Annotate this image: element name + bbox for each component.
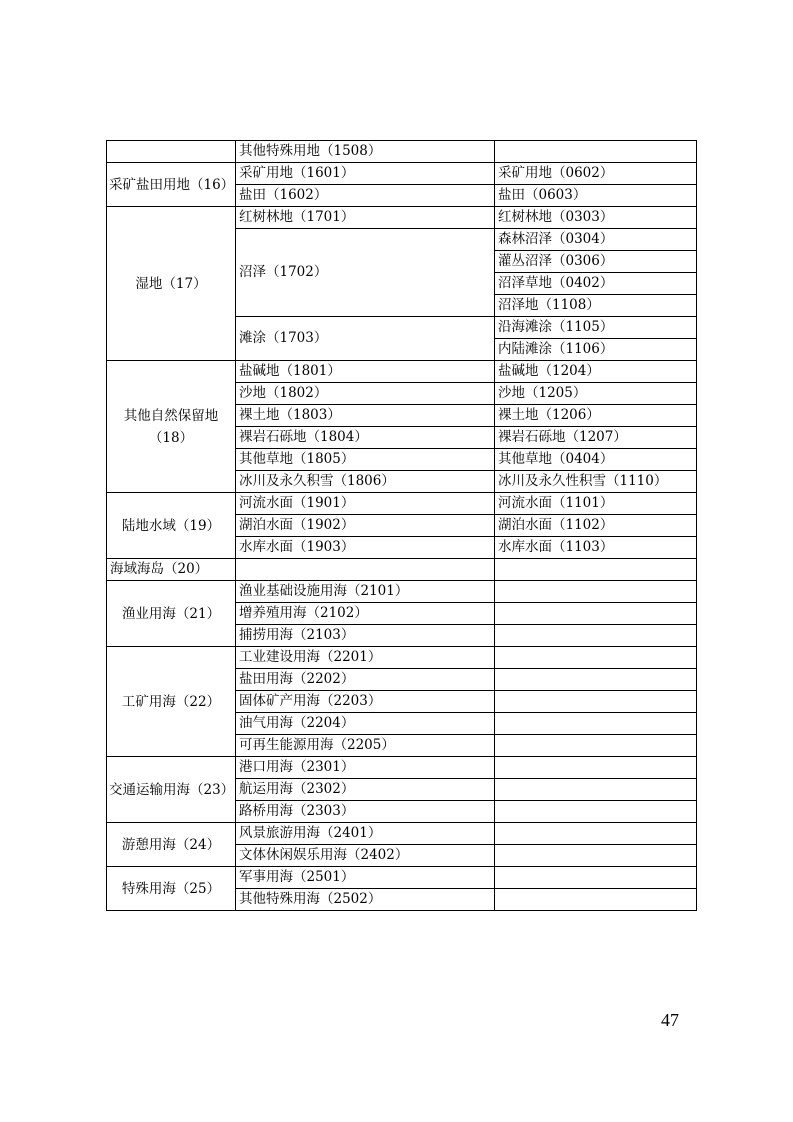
subcategory-cell: 盐田用海（2202） (236, 669, 495, 691)
subcategory-cell: 湖泊水面（1902） (236, 515, 495, 537)
old-class-cell: 裸土地（1206） (495, 405, 697, 427)
table-row (107, 647, 697, 669)
table-row (107, 361, 697, 383)
subcategory-cell: 航运用海（2302） (236, 779, 495, 801)
category-cell: 其他自然保留地（18） (107, 361, 236, 493)
table-row (107, 581, 697, 603)
subcategory-cell: 捕捞用海（2103） (236, 625, 495, 647)
subcategory-cell: 军事用海（2501） (236, 867, 495, 889)
old-class-cell: 沼泽地（1108） (495, 295, 697, 317)
old-class-cell (495, 801, 697, 823)
table-row (107, 559, 697, 581)
old-class-cell (495, 603, 697, 625)
subcategory-cell: 路桥用海（2303） (236, 801, 495, 823)
old-class-cell: 裸岩石砾地（1207） (495, 427, 697, 449)
table-row (107, 163, 697, 185)
old-class-cell: 盐田（0603） (495, 185, 697, 207)
subcategory-cell: 渔业基础设施用海（2101） (236, 581, 495, 603)
subcategory-cell: 其他草地（1805） (236, 449, 495, 471)
subcategory-cell: 水库水面（1903） (236, 537, 495, 559)
subcategory-cell: 裸土地（1803） (236, 405, 495, 427)
old-class-cell (495, 669, 697, 691)
old-class-cell: 内陆滩涂（1106） (495, 339, 697, 361)
subcategory-cell: 盐田（1602） (236, 185, 495, 207)
subcategory-cell: 风景旅游用海（2401） (236, 823, 495, 845)
category-cell: 海域海岛（20） (107, 559, 236, 581)
old-class-cell (495, 735, 697, 757)
table-row (107, 141, 697, 163)
old-class-cell (495, 625, 697, 647)
subcategory-cell: 工业建设用海（2201） (236, 647, 495, 669)
subcategory-cell: 滩涂（1703） (236, 317, 495, 361)
subcategory-cell: 冰川及永久积雪（1806） (236, 471, 495, 493)
subcategory-cell: 可再生能源用海（2205） (236, 735, 495, 757)
old-class-cell: 森林沼泽（0304） (495, 229, 697, 251)
old-class-cell (495, 141, 697, 163)
old-class-cell (495, 713, 697, 735)
subcategory-cell: 沙地（1802） (236, 383, 495, 405)
subcategory-cell: 油气用海（2204） (236, 713, 495, 735)
land-use-classification-table (106, 140, 697, 911)
old-class-cell (495, 691, 697, 713)
old-class-cell (495, 559, 697, 581)
old-class-cell: 湖泊水面（1102） (495, 515, 697, 537)
subcategory-cell: 港口用海（2301） (236, 757, 495, 779)
subcategory-cell: 其他特殊用海（2502） (236, 889, 495, 911)
subcategory-cell (236, 559, 495, 581)
subcategory-cell: 河流水面（1901） (236, 493, 495, 515)
subcategory-cell: 其他特殊用地（1508） (236, 141, 495, 163)
old-class-cell: 采矿用地（0602） (495, 163, 697, 185)
table-row (107, 823, 697, 845)
category-cell: 采矿盐田用地（16） (107, 163, 236, 207)
table-row (107, 867, 697, 889)
page-number: 47 (661, 1010, 679, 1030)
old-class-cell: 其他草地（0404） (495, 449, 697, 471)
old-class-cell (495, 581, 697, 603)
category-cell: 陆地水域（19） (107, 493, 236, 559)
category-cell: 特殊用海（25） (107, 867, 236, 911)
old-class-cell: 河流水面（1101） (495, 493, 697, 515)
old-class-cell: 沙地（1205） (495, 383, 697, 405)
old-class-cell: 冰川及永久性积雪（1110） (495, 471, 697, 493)
old-class-cell (495, 757, 697, 779)
subcategory-cell: 文体休闲娱乐用海（2402） (236, 845, 495, 867)
category-cell: 湿地（17） (107, 207, 236, 361)
old-class-cell (495, 867, 697, 889)
category-cell (107, 141, 236, 163)
category-cell: 交通运输用海（23） (107, 757, 236, 823)
subcategory-cell: 采矿用地（1601） (236, 163, 495, 185)
subcategory-cell: 固体矿产用海（2203） (236, 691, 495, 713)
old-class-cell (495, 845, 697, 867)
table-row (107, 493, 697, 515)
old-class-cell: 水库水面（1103） (495, 537, 697, 559)
old-class-cell (495, 823, 697, 845)
old-class-cell: 盐碱地（1204） (495, 361, 697, 383)
old-class-cell (495, 779, 697, 801)
old-class-cell: 沼泽草地（0402） (495, 273, 697, 295)
subcategory-cell: 增养殖用海（2102） (236, 603, 495, 625)
category-cell: 渔业用海（21） (107, 581, 236, 647)
table-row (107, 207, 697, 229)
subcategory-cell: 沼泽（1702） (236, 229, 495, 317)
subcategory-cell: 裸岩石砾地（1804） (236, 427, 495, 449)
old-class-cell: 红树林地（0303） (495, 207, 697, 229)
table-row (107, 757, 697, 779)
old-class-cell (495, 889, 697, 911)
subcategory-cell: 盐碱地（1801） (236, 361, 495, 383)
category-cell: 游憩用海（24） (107, 823, 236, 867)
old-class-cell: 沿海滩涂（1105） (495, 317, 697, 339)
old-class-cell (495, 647, 697, 669)
category-cell: 工矿用海（22） (107, 647, 236, 757)
old-class-cell: 灌丛沼泽（0306） (495, 251, 697, 273)
subcategory-cell: 红树林地（1701） (236, 207, 495, 229)
